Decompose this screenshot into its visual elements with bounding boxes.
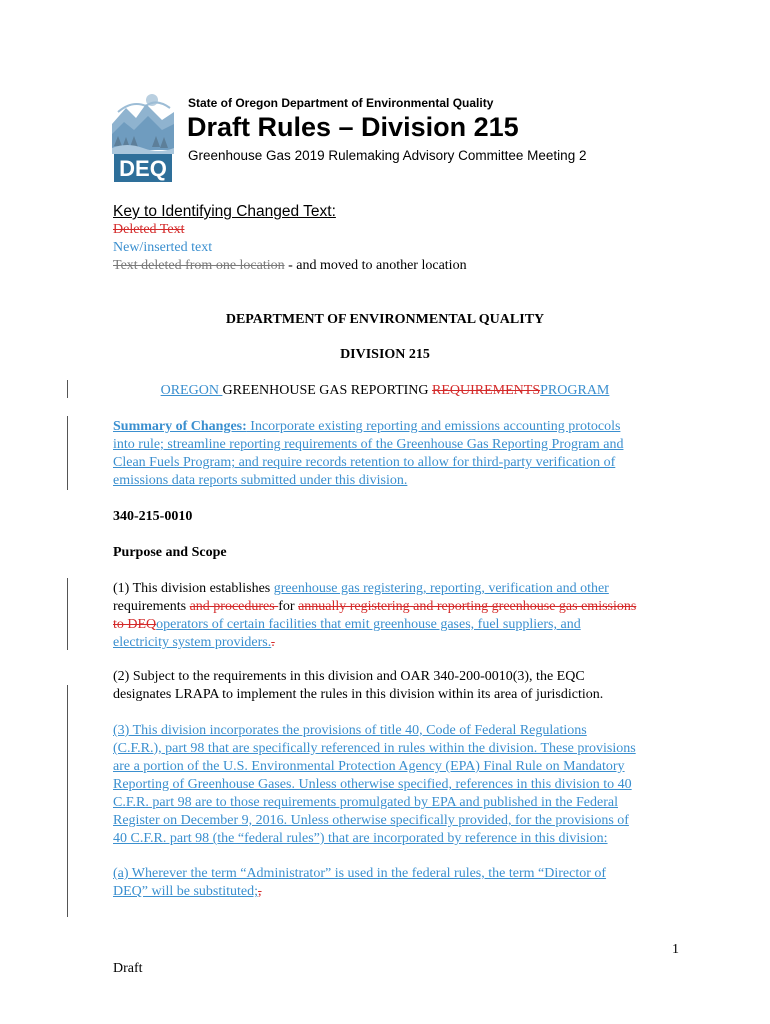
p2-line-1: (2) Subject to the requirements in this division and OAR 340-200-0010(3), the EQC	[113, 669, 585, 684]
summary-line-1: Incorporate existing reporting and emissions accounting protocols	[246, 419, 621, 434]
change-bar	[67, 578, 68, 650]
paragraph-2	[113, 668, 673, 704]
department-heading: DEPARTMENT OF ENVIRONMENTAL QUALITY	[225, 312, 545, 327]
summary-line-2: into rule; streamline reporting requirements of the Greenhouse Gas Reporting Program and	[113, 437, 624, 452]
p1-line4-inserted: electricity system providers.	[113, 635, 272, 650]
summary-line-4: emissions data reports submitted under this division.	[113, 473, 408, 488]
p3-line-5: C.F.R. part 98 are to those requirements promulgated by EPA and published in the Federal	[113, 795, 618, 810]
p3-line-7: 40 C.F.R. part 98 (the “federal rules”) that are incorporated by reference in this division:	[113, 831, 608, 846]
p4-line-1: (a) Wherever the term “Administrator” is used in the federal rules, the term “Director of	[113, 866, 607, 881]
summary-label: Summary of Changes:	[113, 419, 247, 434]
document-subtitle: Greenhouse Gas 2019 Rulemaking Advisory Committee Meeting 2	[188, 148, 587, 163]
section-title	[0, 383, 770, 399]
p3-line-6: Register on December 9, 2016. Unless otherwise specifically provided, for the provisions of	[113, 813, 629, 828]
change-bar	[67, 685, 68, 917]
rule-number: 340-215-0010	[113, 509, 193, 524]
p1-line1-inserted: greenhouse gas registering, reporting, verification and other	[273, 581, 609, 596]
p1-line2-deleted-2: annually registering and reporting greenhouse gas emissions	[298, 599, 637, 614]
document-title: Draft Rules – Division 215	[187, 112, 519, 142]
p1-line2-plain-2: for	[278, 599, 299, 614]
p3-line-1: (3) This division incorporates the provisions of title 40, Code of Federal Regulations	[113, 723, 587, 738]
p4-line-2-deleted: ,	[258, 884, 262, 899]
key-heading: Key to Identifying Changed Text:	[113, 203, 336, 220]
section-title-plain: GREENHOUSE GAS REPORTING	[222, 383, 433, 398]
rule-title: Purpose and Scope	[113, 545, 227, 560]
p2-line-2: designates LRAPA to implement the rules in this division within its area of jurisdiction.	[113, 687, 604, 702]
p4-line-2-inserted: DEQ” will be substituted;	[113, 884, 259, 899]
p1-line4-deleted: .	[271, 635, 275, 650]
key-inserted-text: New/inserted text	[113, 240, 213, 255]
footer-draft-label: Draft	[113, 961, 143, 976]
paragraph-3	[113, 722, 673, 848]
agency-name: State of Oregon Department of Environmental Quality	[188, 96, 494, 110]
summary-line-3: Clean Fuels Program; and require records retention to allow for third-party verification of	[113, 455, 616, 470]
p3-line-3: are a portion of the U.S. Environmental Protection Agency (EPA) Final Rule on Mandatory	[113, 759, 625, 774]
page-number: 1	[672, 942, 679, 957]
key-moved-line	[113, 258, 467, 274]
key-deleted-text: Deleted Text	[113, 222, 185, 237]
p1-line3-inserted: operators of certain facilities that emit greenhouse gases, fuel suppliers, and	[156, 617, 581, 632]
deq-logo	[112, 90, 174, 183]
logo-text: DEQ	[119, 156, 167, 181]
key-moved-deleted-text: Text deleted from one location	[113, 258, 285, 273]
section-title-inserted-suffix: PROGRAM	[540, 383, 610, 398]
p1-line2-deleted: and procedures	[189, 599, 279, 614]
key-moved-rest-text: - and moved to another location	[284, 258, 467, 273]
paragraph-1	[113, 580, 673, 652]
p1-line3-deleted: to DEQ	[113, 617, 157, 632]
p3-line-2: (C.F.R.), part 98 that are specifically referenced in rules within the division. These provisions	[113, 741, 636, 756]
p3-line-4: Reporting of Greenhouse Gases. Unless otherwise specified, references in this division to 40	[113, 777, 632, 792]
division-heading: DIVISION 215	[340, 347, 430, 362]
p1-line1-plain: (1) This division establishes	[113, 581, 274, 596]
key-inserted-line	[113, 240, 212, 256]
section-title-inserted-prefix: OREGON	[160, 383, 223, 398]
paragraph-4	[113, 865, 673, 901]
key-deleted-line	[113, 222, 184, 238]
change-bar	[67, 416, 68, 490]
summary-paragraph	[113, 418, 673, 490]
p1-line2-plain: requirements	[113, 599, 190, 614]
section-title-deleted: REQUIREMENTS	[432, 383, 541, 398]
